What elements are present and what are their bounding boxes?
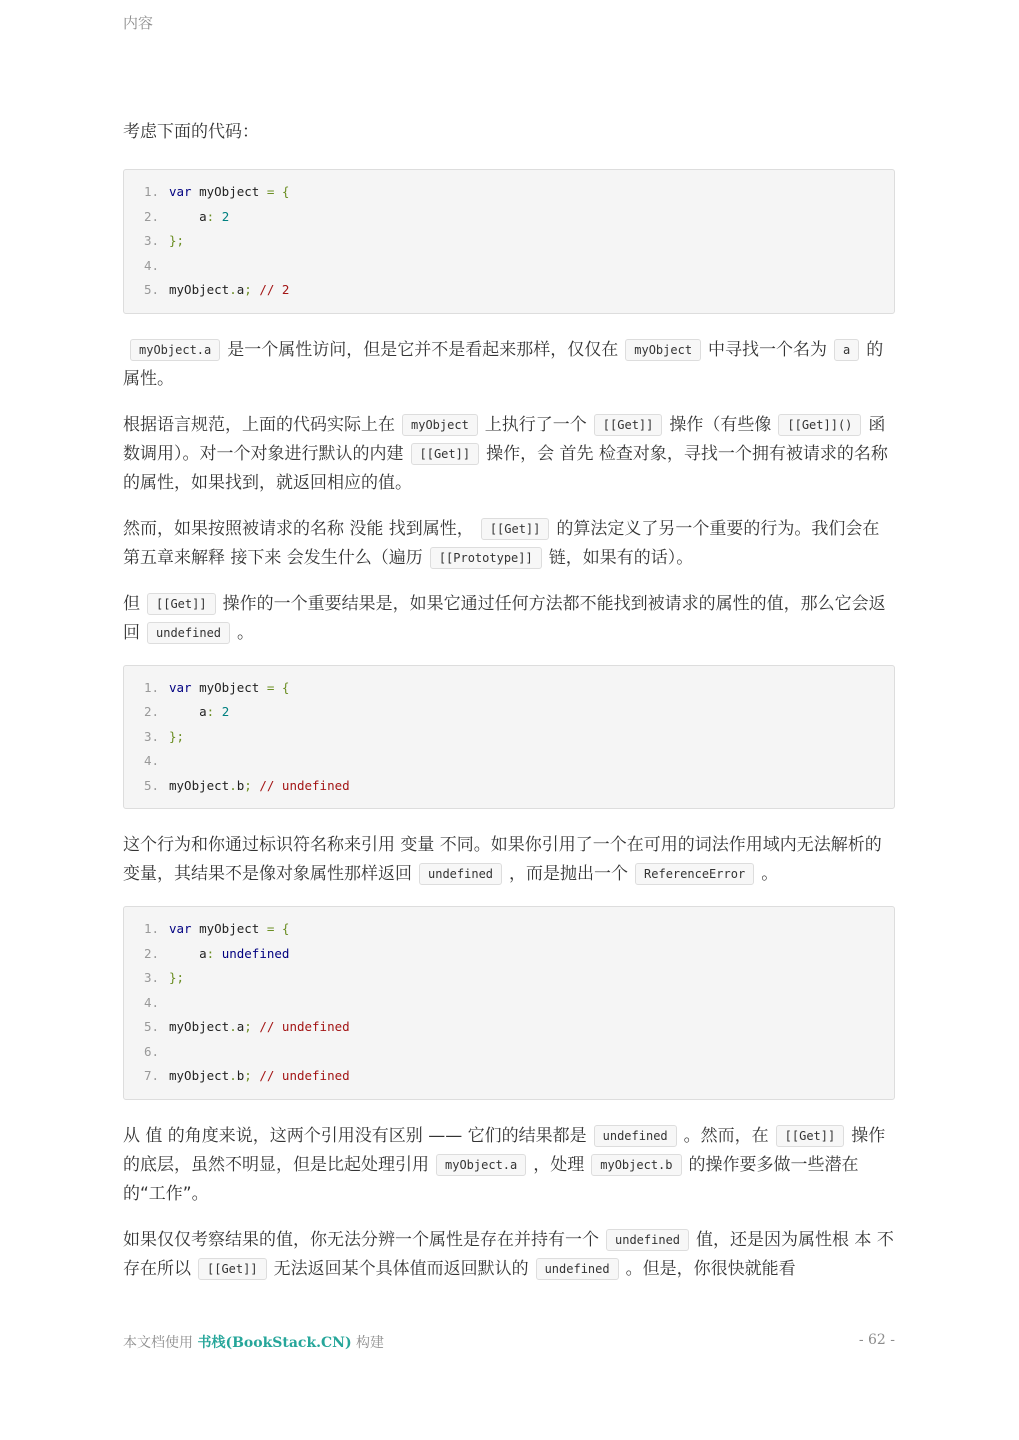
code-line [144, 1040, 894, 1065]
code-block-2 [123, 665, 895, 810]
code-punctuation: = { [266, 184, 290, 199]
paragraph-text: 值，还是因为属性根 本 不 存在所以 [123, 1229, 894, 1279]
code-indent [169, 942, 199, 967]
intro-paragraph: 考虑下面的代码： [123, 122, 259, 142]
footer-suffix: 构建 [351, 1335, 385, 1351]
inline-code: a [834, 339, 859, 361]
code-punctuation: . [229, 1068, 237, 1083]
code-punctuation: = { [266, 921, 290, 936]
code-line [144, 991, 894, 1016]
line-number: 3. [144, 233, 160, 248]
inline-code: [[Prototype]] [430, 547, 542, 569]
line-number: 6. [144, 1043, 160, 1059]
code-keyword: var [169, 679, 192, 695]
code-punctuation: }; [169, 728, 185, 744]
paragraph-6 [123, 1122, 895, 1209]
code-identifier: myObject [169, 1019, 230, 1034]
code-line [144, 942, 894, 967]
paragraph-3 [123, 515, 895, 573]
paragraph-text: 操作，会 首先 检查对象，寻找一个拥有被请求的名称的属性，如果找到，就返回相应的值。 [123, 443, 888, 493]
line-number: 4. [144, 753, 160, 768]
paragraph-text: ，而是抛出一个 [509, 864, 629, 884]
code-line [144, 229, 894, 254]
code-punctuation: . [229, 282, 237, 297]
inline-code: [[Get]] [481, 518, 550, 540]
line-number: 4. [144, 994, 160, 1010]
paragraph-text: 的属性。 [123, 339, 884, 389]
code-comment: // undefined [259, 777, 350, 793]
code-keyword: var [169, 184, 192, 199]
inline-code: ReferenceError [635, 863, 754, 885]
paragraph-text: 链，如果有的话）。 [548, 547, 694, 568]
code-identifier: a [236, 282, 245, 297]
paragraph-text: 然而，如果按照被请求的名称 没能 找到属性， [123, 518, 474, 539]
paragraph-2 [123, 411, 895, 498]
document-content [123, 118, 895, 1301]
code-line [144, 1015, 894, 1040]
paragraph-text: 根据语言规范，上面的代码实际上在 [123, 414, 395, 435]
line-number: 5. [144, 777, 160, 793]
paragraph-text: 操作的一个重要结果是，如果它通过任何方法都不能找到被请求的属性的值，那么它会返回 [123, 593, 886, 643]
line-number: 2. [144, 945, 160, 961]
inline-code: myObject.a [436, 1154, 526, 1176]
code-identifier: b [236, 1068, 245, 1083]
paragraph-text: 。 [761, 864, 779, 884]
inline-code: undefined [147, 622, 230, 644]
code-comment: // undefined [259, 1019, 350, 1034]
inline-code: myObject.b [591, 1154, 681, 1176]
code-line [144, 725, 894, 750]
code-comment: // undefined [259, 1068, 350, 1083]
page-header: 内容 [123, 14, 154, 32]
code-keyword: undefined [221, 945, 290, 961]
paragraph-1 [123, 336, 895, 394]
inline-code: undefined [419, 863, 502, 885]
paragraph-text: 无法返回某个具体值而返回默认的 [273, 1258, 529, 1279]
inline-code: [[Get]] [198, 1258, 267, 1280]
paragraph-text: 操作的底层，虽然不明显，但是比起处理引用 [123, 1125, 886, 1175]
inline-code: [[Get]] [594, 414, 663, 436]
page-footer [123, 1332, 384, 1352]
code-punctuation: ; [244, 1068, 260, 1083]
paragraph-text: 的算法定义了另一个重要的行为。我们会在第五章来解释 接下来 会发生什么（遍历 [123, 518, 880, 568]
line-number: 5. [144, 1019, 160, 1034]
inline-code: myObject [402, 414, 478, 436]
code-punctuation: ; [244, 777, 260, 793]
inline-code: [[Get]] [776, 1125, 845, 1147]
code-identifier: a [199, 208, 207, 224]
code-identifier: a [199, 704, 207, 719]
code-identifier: a [199, 945, 207, 961]
code-line [144, 1064, 894, 1089]
code-line [144, 749, 894, 774]
code-block-3 [123, 906, 895, 1100]
code-keyword: var [169, 921, 192, 936]
inline-code: [[Get]] [147, 593, 216, 615]
code-line [144, 700, 894, 725]
code-line [144, 676, 894, 701]
code-line [144, 180, 894, 205]
paragraph-text: 如果仅仅考察结果的值，你无法分辨一个属性是存在并持有一个 [123, 1229, 599, 1250]
paragraph-text: 的操作要多做一些潜在的“工作”。 [123, 1154, 859, 1204]
code-punctuation: : [206, 945, 222, 961]
code-number: 2 [221, 208, 230, 224]
paragraph-4 [123, 590, 895, 648]
code-punctuation: }; [169, 970, 185, 985]
code-line [144, 254, 894, 279]
paragraph-text: 是一个属性访问，但是它并不是看起来那样，仅仅在 [227, 339, 619, 360]
code-identifier: a [236, 1019, 245, 1034]
line-number: 5. [144, 282, 160, 297]
footer-brand-link[interactable]: 书栈(BookStack.CN) [197, 1335, 352, 1351]
footer-prefix: 本文档使用 [123, 1335, 198, 1351]
page-number: - 62 - [858, 1332, 895, 1348]
inline-code: undefined [594, 1125, 677, 1147]
paragraph-text: 上执行了一个 [484, 414, 587, 435]
line-number: 2. [144, 704, 160, 719]
paragraph-text: 。 [237, 622, 255, 643]
inline-code: [[Get]]() [778, 414, 861, 436]
code-block-1 [123, 169, 895, 314]
code-line [144, 966, 894, 991]
paragraph-text: 中寻找一个名为 [708, 339, 828, 360]
paragraph-text: 但 [123, 593, 140, 614]
inline-code: myObject.a [130, 339, 220, 361]
code-identifier: myObject [191, 921, 267, 936]
line-number: 1. [144, 679, 160, 695]
line-number: 1. [144, 921, 160, 936]
paragraph-text: 。但是，你很快就能看 [625, 1258, 796, 1279]
code-line [144, 774, 894, 799]
code-punctuation: }; [169, 233, 185, 248]
code-identifier: myObject [169, 1068, 230, 1083]
paragraph-text: 从 值 的角度来说，这两个引用没有区别 —— 它们的结果都是 [123, 1125, 587, 1146]
paragraph-text: 操作（有些像 [669, 414, 772, 435]
code-indent [169, 205, 199, 230]
inline-code: undefined [536, 1258, 619, 1280]
code-line [144, 917, 894, 942]
code-punctuation: : [206, 208, 222, 224]
code-punctuation: : [206, 704, 222, 719]
code-identifier: myObject [169, 282, 230, 297]
line-number: 3. [144, 728, 160, 744]
line-number: 4. [144, 257, 160, 273]
code-comment: // 2 [259, 282, 290, 297]
code-indent [169, 700, 199, 725]
inline-code: [[Get]] [411, 443, 480, 465]
code-line [144, 278, 894, 303]
code-number: 2 [221, 704, 230, 719]
paragraph-text: 。然而，在 [683, 1125, 769, 1146]
line-number: 7. [144, 1068, 160, 1083]
paragraph-7 [123, 1226, 895, 1284]
line-number: 3. [144, 970, 160, 985]
code-punctuation: . [229, 777, 237, 793]
code-punctuation: ; [244, 282, 260, 297]
code-identifier: myObject [191, 679, 267, 695]
code-identifier: myObject [191, 184, 267, 199]
paragraph-text: ，处理 [533, 1154, 585, 1175]
code-punctuation: ; [244, 1019, 260, 1034]
paragraph-text: 这个行为和你通过标识符名称来引用 变量 不同。如果你引用了一个在可用的词法作用域内无法解析的变量，其结果不是像对象属性那样返回 [123, 835, 882, 884]
code-punctuation: . [229, 1019, 237, 1034]
line-number: 1. [144, 184, 160, 199]
paragraph-5 [123, 831, 895, 889]
line-number: 2. [144, 208, 160, 224]
inline-code: myObject [625, 339, 701, 361]
code-identifier: myObject [169, 777, 230, 793]
paragraph-text: 函数调用）。对一个对象进行默认的内建 [123, 414, 886, 464]
inline-code: undefined [606, 1229, 689, 1251]
code-punctuation: = { [266, 679, 290, 695]
code-identifier: b [236, 777, 245, 793]
code-line [144, 205, 894, 230]
